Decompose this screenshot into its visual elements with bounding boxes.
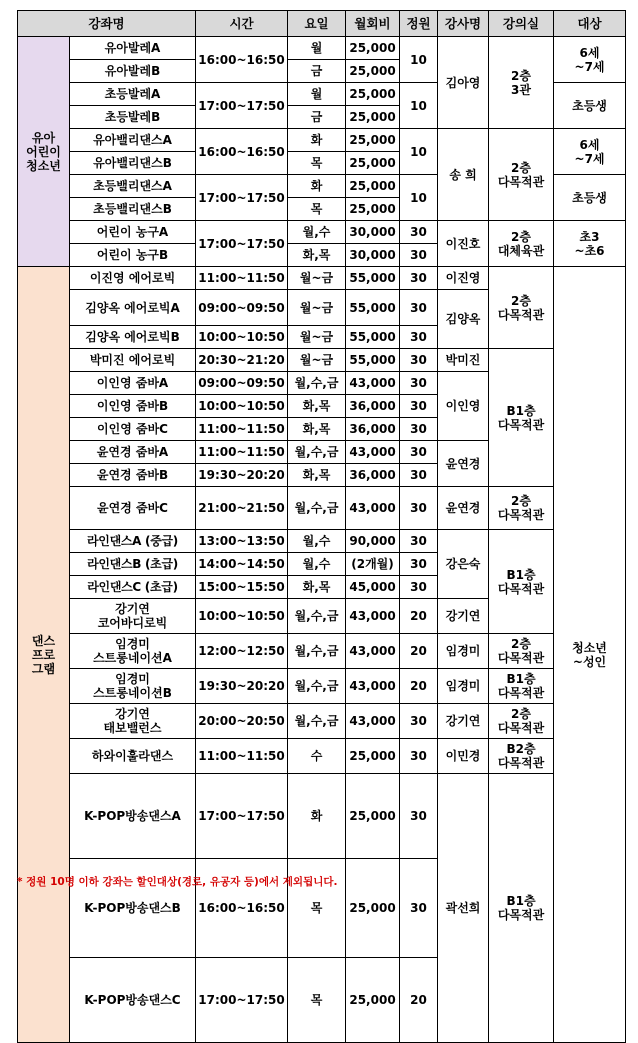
course-name: 초등발레B — [70, 106, 196, 129]
course-capacity: 30 — [400, 349, 438, 372]
course-name: 초등밸리댄스B — [70, 198, 196, 221]
course-instructor: 강기연 — [438, 704, 489, 739]
course-time: 11:00~11:50 — [196, 739, 288, 774]
course-day: 월~금 — [288, 267, 346, 290]
course-day: 목 — [288, 198, 346, 221]
course-capacity: 10 — [400, 83, 438, 129]
course-instructor: 송 희 — [438, 129, 489, 221]
course-fee: 30,000 — [346, 221, 400, 244]
table-row — [18, 37, 626, 60]
course-fee: 25,000 — [346, 37, 400, 60]
course-day: 화 — [288, 129, 346, 152]
course-day: 화,목 — [288, 464, 346, 487]
course-capacity: 20 — [400, 669, 438, 704]
course-room: B1층 다목적관 — [489, 774, 554, 1043]
course-day: 월,수,금 — [288, 441, 346, 464]
course-capacity: 30 — [400, 221, 438, 244]
course-capacity: 30 — [400, 464, 438, 487]
course-fee: 25,000 — [346, 774, 400, 859]
course-instructor: 이인영 — [438, 372, 489, 441]
course-capacity: 20 — [400, 599, 438, 634]
course-capacity: 10 — [400, 175, 438, 221]
course-fee: 25,000 — [346, 129, 400, 152]
course-time: 17:00~17:50 — [196, 221, 288, 267]
table-row — [18, 267, 626, 290]
course-time: 16:00~16:50 — [196, 37, 288, 83]
course-name: 초등발레A — [70, 83, 196, 106]
course-target: 초등생 — [554, 175, 626, 221]
course-room: 2층 3관 — [489, 37, 554, 129]
course-target: 청소년 ~성인 — [554, 267, 626, 1043]
course-target: 초등생 — [554, 83, 626, 129]
course-capacity: 30 — [400, 372, 438, 395]
course-name: 유아밸리댄스B — [70, 152, 196, 175]
course-day: 화,목 — [288, 418, 346, 441]
course-target: 6세 ~7세 — [554, 37, 626, 83]
course-day: 금 — [288, 60, 346, 83]
footnote: * 정원 10명 이하 강좌는 할인대상(경로, 유공자 등)에서 제외됩니다. — [17, 876, 338, 888]
course-day: 목 — [288, 859, 346, 958]
course-fee: 30,000 — [346, 244, 400, 267]
course-room: 2층 다목적관 — [489, 634, 554, 669]
course-time: 11:00~11:50 — [196, 267, 288, 290]
course-fee: 25,000 — [346, 958, 400, 1043]
course-name: 임경미 스트롱네이션A — [70, 634, 196, 669]
course-day: 화 — [288, 175, 346, 198]
course-fee: 43,000 — [346, 441, 400, 464]
course-capacity: 10 — [400, 129, 438, 175]
course-day: 목 — [288, 152, 346, 175]
table-row — [18, 530, 626, 553]
header-instructor: 강사명 — [438, 11, 489, 37]
course-day: 월~금 — [288, 349, 346, 372]
course-time: 09:00~09:50 — [196, 372, 288, 395]
course-capacity: 30 — [400, 704, 438, 739]
course-name: 윤연경 줌바C — [70, 487, 196, 530]
course-day: 목 — [288, 958, 346, 1043]
course-room: 2층 다목적관 — [489, 267, 554, 349]
course-name: 김양옥 에어로빅B — [70, 326, 196, 349]
course-capacity: 30 — [400, 774, 438, 859]
course-name: 이진영 에어로빅 — [70, 267, 196, 290]
course-capacity: 30 — [400, 244, 438, 267]
course-name: 어린이 농구B — [70, 244, 196, 267]
header-fee: 월회비 — [346, 11, 400, 37]
course-day: 월,수 — [288, 530, 346, 553]
course-room: 2층 다목적관 — [489, 487, 554, 530]
course-name: K-POP방송댄스A — [70, 774, 196, 859]
course-capacity: 30 — [400, 576, 438, 599]
header-capacity: 정원 — [400, 11, 438, 37]
course-time: 17:00~17:50 — [196, 774, 288, 859]
course-day: 화,목 — [288, 395, 346, 418]
course-name: 이인영 줌바C — [70, 418, 196, 441]
course-name: 유아밸리댄스A — [70, 129, 196, 152]
course-target: 초3 ~초6 — [554, 221, 626, 267]
course-day: 월 — [288, 37, 346, 60]
course-day: 금 — [288, 106, 346, 129]
course-name: 라인댄스B (초급) — [70, 553, 196, 576]
course-fee: 25,000 — [346, 198, 400, 221]
course-name: K-POP방송댄스C — [70, 958, 196, 1043]
course-name: 어린이 농구A — [70, 221, 196, 244]
course-fee: 55,000 — [346, 290, 400, 326]
header-room: 강의실 — [489, 11, 554, 37]
course-name: 초등밸리댄스A — [70, 175, 196, 198]
header-course: 강좌명 — [18, 11, 196, 37]
course-room: B1층 다목적관 — [489, 669, 554, 704]
course-capacity: 30 — [400, 441, 438, 464]
course-instructor: 윤연경 — [438, 441, 489, 487]
course-time: 20:30~21:20 — [196, 349, 288, 372]
course-name: 김양옥 에어로빅A — [70, 290, 196, 326]
header-row — [18, 11, 626, 37]
table-row — [18, 634, 626, 669]
course-name: 강기연 코어바디로빅 — [70, 599, 196, 634]
course-name: 강기연 태보밸런스 — [70, 704, 196, 739]
course-time: 16:00~16:50 — [196, 859, 288, 958]
course-time: 10:00~10:50 — [196, 599, 288, 634]
course-day: 월~금 — [288, 326, 346, 349]
header-target: 대상 — [554, 11, 626, 37]
table-row — [18, 704, 626, 739]
course-target: 6세 ~7세 — [554, 129, 626, 175]
course-name: 유아발레A — [70, 37, 196, 60]
course-room: 2층 다목적관 — [489, 129, 554, 221]
course-name: 이인영 줌바A — [70, 372, 196, 395]
course-day: 월,수 — [288, 553, 346, 576]
course-day: 월,수 — [288, 221, 346, 244]
course-day: 수 — [288, 739, 346, 774]
course-day: 화 — [288, 774, 346, 859]
course-day: 월,수,금 — [288, 487, 346, 530]
table-row — [18, 221, 626, 244]
course-time: 19:30~20:20 — [196, 464, 288, 487]
course-room: 2층 다목적관 — [489, 704, 554, 739]
course-instructor: 임경미 — [438, 669, 489, 704]
course-fee: 55,000 — [346, 349, 400, 372]
course-time: 20:00~20:50 — [196, 704, 288, 739]
course-name: 박미진 에어로빅 — [70, 349, 196, 372]
course-name: 윤연경 줌바A — [70, 441, 196, 464]
course-time: 11:00~11:50 — [196, 418, 288, 441]
course-day: 월~금 — [288, 290, 346, 326]
course-capacity: 30 — [400, 395, 438, 418]
course-capacity: 30 — [400, 859, 438, 958]
course-capacity: 20 — [400, 958, 438, 1043]
course-day: 월 — [288, 83, 346, 106]
course-fee: 55,000 — [346, 326, 400, 349]
course-fee: 25,000 — [346, 83, 400, 106]
course-fee: 43,000 — [346, 634, 400, 669]
course-time: 15:00~15:50 — [196, 576, 288, 599]
course-name: 하와이훌라댄스 — [70, 739, 196, 774]
course-day: 월,수,금 — [288, 372, 346, 395]
course-fee: 55,000 — [346, 267, 400, 290]
table-row — [18, 669, 626, 704]
course-fee: 43,000 — [346, 669, 400, 704]
table-row — [18, 739, 626, 774]
course-fee: 25,000 — [346, 152, 400, 175]
table-row — [18, 129, 626, 152]
course-instructor: 김아영 — [438, 37, 489, 129]
course-fee: 25,000 — [346, 175, 400, 198]
course-fee: 25,000 — [346, 859, 400, 958]
course-instructor: 박미진 — [438, 349, 489, 372]
course-day: 화,목 — [288, 576, 346, 599]
course-name: K-POP방송댄스B — [70, 859, 196, 958]
course-fee: 43,000 — [346, 704, 400, 739]
course-day: 월,수,금 — [288, 634, 346, 669]
course-instructor: 윤연경 — [438, 487, 489, 530]
course-time: 17:00~17:50 — [196, 175, 288, 221]
course-capacity: 30 — [400, 326, 438, 349]
course-time: 10:00~10:50 — [196, 395, 288, 418]
course-day: 화,목 — [288, 244, 346, 267]
course-instructor: 임경미 — [438, 634, 489, 669]
course-fee: 90,000 — [346, 530, 400, 553]
course-time: 17:00~17:50 — [196, 83, 288, 129]
table-row — [18, 774, 626, 859]
table-row — [18, 487, 626, 530]
course-instructor: 김양옥 — [438, 290, 489, 349]
course-name: 유아발레B — [70, 60, 196, 83]
course-instructor: 이민경 — [438, 739, 489, 774]
course-day: 월,수,금 — [288, 669, 346, 704]
course-name: 라인댄스A (중급) — [70, 530, 196, 553]
course-fee: (2개월) — [346, 553, 400, 576]
course-capacity: 30 — [400, 418, 438, 441]
course-name: 이인영 줌바B — [70, 395, 196, 418]
course-fee: 43,000 — [346, 372, 400, 395]
category-dance: 댄스 프로 그램 — [18, 267, 70, 1043]
course-time: 12:00~12:50 — [196, 634, 288, 669]
course-time: 10:00~10:50 — [196, 326, 288, 349]
course-instructor: 강기연 — [438, 599, 489, 634]
course-name: 임경미 스트롱네이션B — [70, 669, 196, 704]
course-capacity: 30 — [400, 290, 438, 326]
course-fee: 36,000 — [346, 464, 400, 487]
course-fee: 36,000 — [346, 395, 400, 418]
course-fee: 25,000 — [346, 739, 400, 774]
course-fee: 43,000 — [346, 599, 400, 634]
course-room: B1층 다목적관 — [489, 530, 554, 634]
course-room: B1층 다목적관 — [489, 349, 554, 487]
course-time: 21:00~21:50 — [196, 487, 288, 530]
course-capacity: 30 — [400, 487, 438, 530]
course-fee: 45,000 — [346, 576, 400, 599]
course-day: 월,수,금 — [288, 704, 346, 739]
course-fee: 43,000 — [346, 487, 400, 530]
course-capacity: 30 — [400, 530, 438, 553]
course-name: 윤연경 줌바B — [70, 464, 196, 487]
course-capacity: 30 — [400, 739, 438, 774]
course-time: 09:00~09:50 — [196, 290, 288, 326]
header-time: 시간 — [196, 11, 288, 37]
header-day: 요일 — [288, 11, 346, 37]
course-capacity: 30 — [400, 553, 438, 576]
course-capacity: 30 — [400, 267, 438, 290]
course-instructor: 곽선희 — [438, 774, 489, 1043]
course-room: 2층 대체육관 — [489, 221, 554, 267]
course-time: 19:30~20:20 — [196, 669, 288, 704]
course-time: 14:00~14:50 — [196, 553, 288, 576]
course-fee: 25,000 — [346, 106, 400, 129]
course-time: 13:00~13:50 — [196, 530, 288, 553]
course-instructor: 강은숙 — [438, 530, 489, 599]
course-room: B2층 다목적관 — [489, 739, 554, 774]
course-fee: 25,000 — [346, 60, 400, 83]
course-instructor: 이진영 — [438, 267, 489, 290]
course-capacity: 20 — [400, 634, 438, 669]
course-instructor: 이진호 — [438, 221, 489, 267]
course-capacity: 10 — [400, 37, 438, 83]
course-fee: 36,000 — [346, 418, 400, 441]
course-day: 월,수,금 — [288, 599, 346, 634]
course-name: 라인댄스C (초급) — [70, 576, 196, 599]
course-time: 16:00~16:50 — [196, 129, 288, 175]
course-time: 17:00~17:50 — [196, 958, 288, 1043]
category-youth: 유아 어린이 청소년 — [18, 37, 70, 267]
table-row — [18, 349, 626, 372]
course-time: 11:00~11:50 — [196, 441, 288, 464]
